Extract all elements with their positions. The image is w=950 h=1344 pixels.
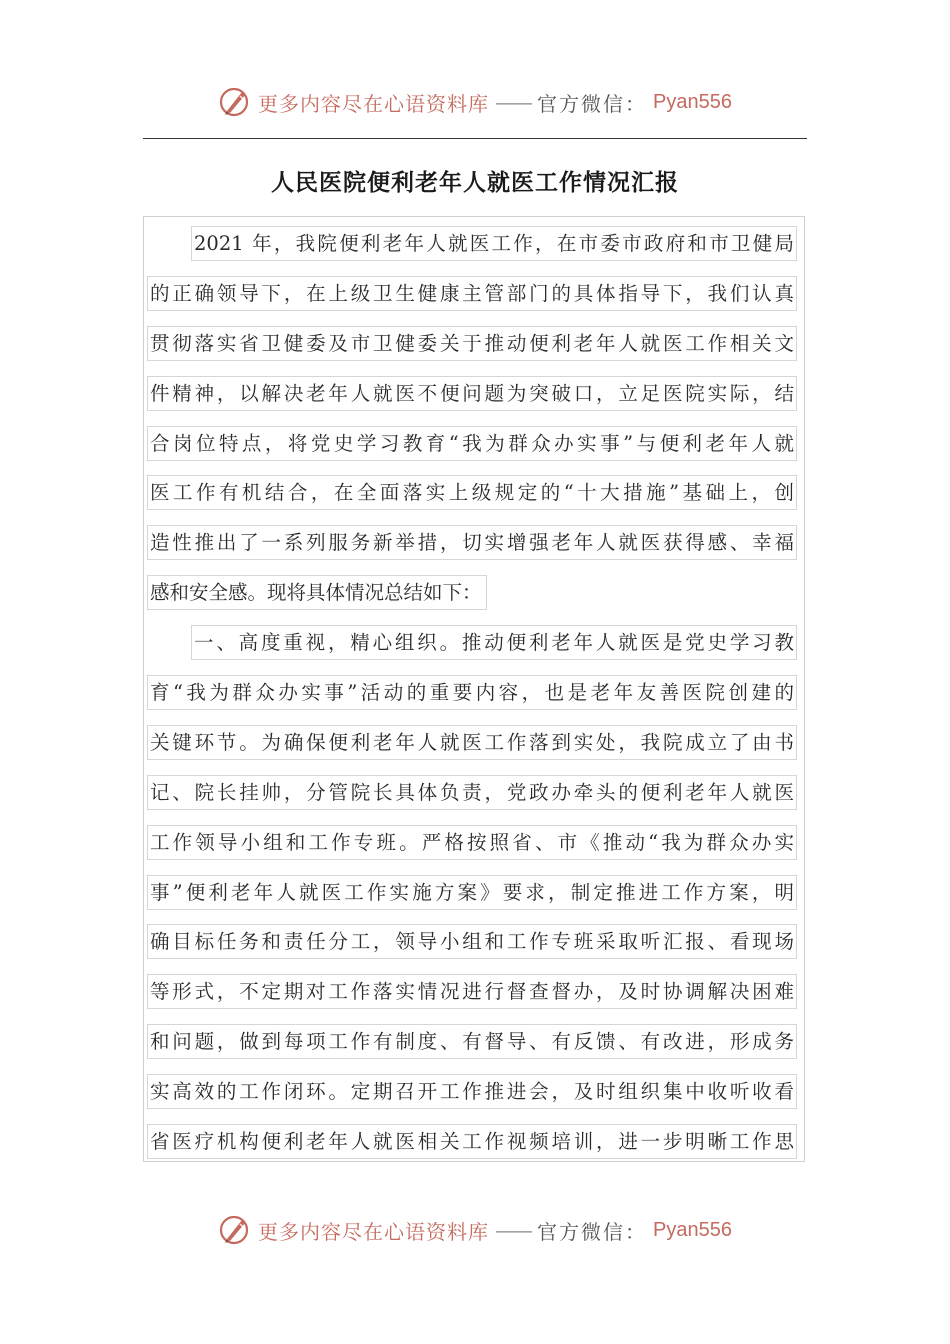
quill-pen-logo-icon [218,85,252,119]
text-line: 等形式，不定期对工作落实情况进行督查督办，及时协调解决困难 [147,974,797,1009]
text-line: 感和安全感。现将具体情况总结如下： [147,575,487,610]
text-line: 一、高度重视，精心组织。推动便利老年人就医是党史学习教 [191,625,797,660]
quill-pen-logo-icon [218,1213,252,1247]
text-line: 医工作有机结合，在全面落实上级规定的“十大措施”基础上，创 [147,475,797,510]
text-line: 工作领导小组和工作专班。严格按照省、市《推动“我为群众办实 [147,825,797,860]
text-line: 和问题，做到每项工作有制度、有督导、有反馈、有改进，形成务 [147,1024,797,1059]
banner-wechat-id: Pyan556 [653,90,732,113]
document-title: 人民医院便利老年人就医工作情况汇报 [271,170,679,196]
footer-banner [0,1210,950,1250]
text-line: 的正确领导下，在上级卫生健康主管部门的具体指导下，我们认真 [147,276,797,311]
text-line: 育“我为群众办实事”活动的重要内容，也是老年友善医院创建的 [147,675,797,710]
banner-slogan: 更多内容尽在心语资料库 [258,1219,490,1244]
text-line: 造性推出了一系列服务新举措，切实增强老年人就医获得感、幸福 [147,525,797,560]
text-line: 2021 年，我院便利老年人就医工作，在市委市政府和市卫健局 [191,226,797,261]
header-divider [143,138,807,139]
banner-slogan: 更多内容尽在心语资料库 [258,91,490,116]
banner-wechat-label: 官方微信： [537,1219,648,1244]
text-line: 记、院长挂帅，分管院长具体负责，党政办牵头的便利老年人就医 [147,775,797,810]
document-body [147,226,797,1174]
banner-separator: —— [495,90,532,114]
text-line: 确目标任务和责任分工，领导小组和工作专班采取听汇报、看现场 [147,924,797,959]
text-line: 合岗位特点，将党史学习教育“我为群众办实事”与便利老年人就 [147,426,797,461]
text-line: 件精神，以解决老年人就医不便问题为突破口，立足医院实际，结 [147,376,797,411]
text-line: 事”便利老年人就医工作实施方案》要求，制定推进工作方案，明 [147,875,797,910]
text-line: 实高效的工作闭环。定期召开工作推进会，及时组织集中收听收看 [147,1074,797,1109]
text-line: 省医疗机构便利老年人就医相关工作视频培训，进一步明晰工作思 [147,1124,797,1159]
text-line: 关键环节。为确保便利老年人就医工作落到实处，我院成立了由书 [147,725,797,760]
header-banner [0,82,950,122]
banner-wechat-label: 官方微信： [537,91,648,116]
banner-separator: —— [495,1218,532,1242]
text-line-wrap [147,575,797,610]
banner-wechat-id: Pyan556 [653,1218,732,1241]
text-line: 贯彻落实省卫健委及市卫健委关于推动便利老年人就医工作相关文 [147,326,797,361]
